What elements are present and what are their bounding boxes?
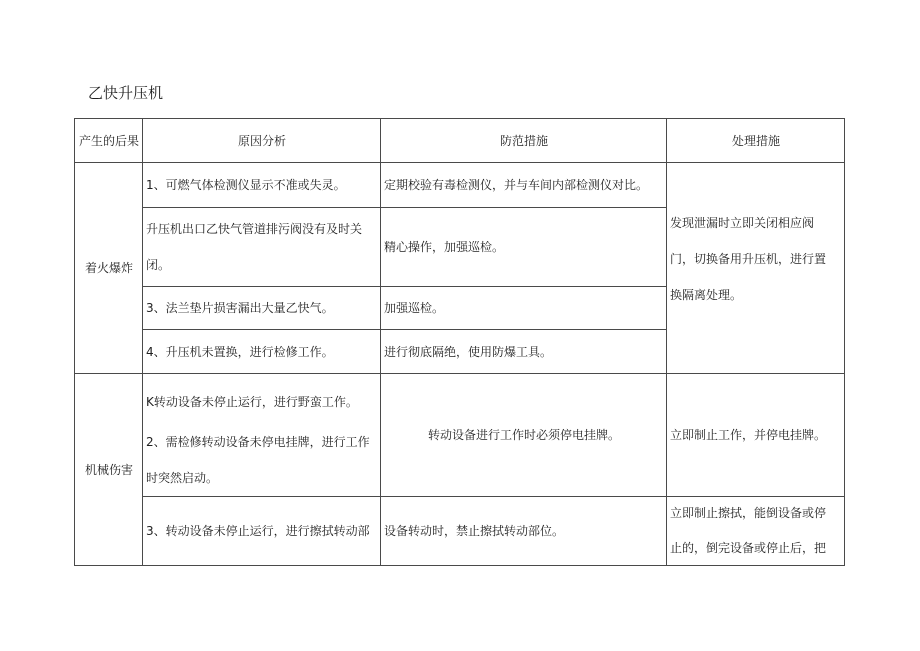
cause-line: 2、需检修转动设备未停电挂牌，进行工作 bbox=[146, 435, 370, 449]
header-cell-prevention bbox=[381, 119, 667, 163]
cause-cell bbox=[143, 374, 381, 497]
handling-line: 门，切换备用升压机，进行置 bbox=[670, 252, 827, 266]
handling-line: 换隔离处理。 bbox=[670, 288, 743, 302]
handling-line: 止的，倒完设备或停止后，把 bbox=[670, 541, 827, 555]
cause-line: 闭。 bbox=[146, 258, 171, 272]
handling-line: 立即制止擦拭，能倒设备或停 bbox=[670, 506, 827, 520]
cause-line: K转动设备未停止运行，进行野蛮工作。 bbox=[146, 395, 358, 409]
header-cell-handling bbox=[667, 119, 845, 163]
prevention-line: 转动设备进行工作时必须停电挂牌。 bbox=[427, 428, 620, 442]
prevention-cell bbox=[381, 208, 667, 287]
header-cell-consequence bbox=[75, 119, 143, 163]
prevention-line: 加强巡检。 bbox=[384, 301, 445, 315]
cause-cell bbox=[143, 287, 381, 330]
prevention-line: 定期校验有毒检测仪，并与车间内部检测仪对比。 bbox=[384, 178, 649, 192]
handling-line: 发现泄漏时立即关闭相应阀 bbox=[670, 216, 815, 230]
prevention-line: 精心操作，加强巡检。 bbox=[384, 240, 505, 254]
consequence-label: 着火爆炸 bbox=[84, 261, 133, 275]
prevention-cell bbox=[381, 374, 667, 497]
cause-cell bbox=[143, 330, 381, 374]
header-cell-cause bbox=[143, 119, 381, 163]
hazard-table bbox=[74, 118, 845, 566]
cause-cell bbox=[143, 163, 381, 208]
prevention-line: 进行彻底隔绝，使用防爆工具。 bbox=[384, 344, 553, 359]
handling-cell bbox=[667, 374, 845, 497]
header-label: 防范措施 bbox=[499, 133, 548, 148]
prevention-cell bbox=[381, 287, 667, 330]
cause-cell bbox=[143, 497, 381, 566]
header-label: 原因分析 bbox=[237, 133, 286, 148]
cause-line: 1、可燃气体检测仪显示不准或失灵。 bbox=[146, 178, 346, 192]
prevention-cell bbox=[381, 163, 667, 208]
prevention-line: 设备转动时，禁止擦拭转动部位。 bbox=[384, 524, 565, 538]
prevention-cell bbox=[381, 497, 667, 566]
prevention-cell bbox=[381, 330, 667, 374]
cause-line: 3、法兰垫片损害漏出大量乙快气。 bbox=[146, 301, 334, 315]
cause-line: 4、升压机未置换，进行检修工作。 bbox=[146, 344, 334, 359]
cause-line: 时突然启动。 bbox=[146, 471, 219, 485]
cause-line: 3、转动设备未停止运行，进行擦拭转动部 bbox=[146, 524, 370, 538]
cause-line: 升压机出口乙快气管道排污阀没有及时关 bbox=[146, 222, 363, 236]
consequence-cell bbox=[75, 163, 143, 374]
handling-cell bbox=[667, 163, 845, 374]
cause-cell bbox=[143, 208, 381, 287]
document-title: 乙快升压机 bbox=[88, 84, 164, 102]
consequence-cell bbox=[75, 374, 143, 566]
handling-line: 立即制止工作，并停电挂牌。 bbox=[670, 428, 827, 442]
consequence-label: 机械伤害 bbox=[84, 462, 133, 477]
header-label: 处理措施 bbox=[731, 133, 780, 148]
handling-cell bbox=[667, 497, 845, 566]
header-label: 产生的后果 bbox=[78, 133, 139, 148]
